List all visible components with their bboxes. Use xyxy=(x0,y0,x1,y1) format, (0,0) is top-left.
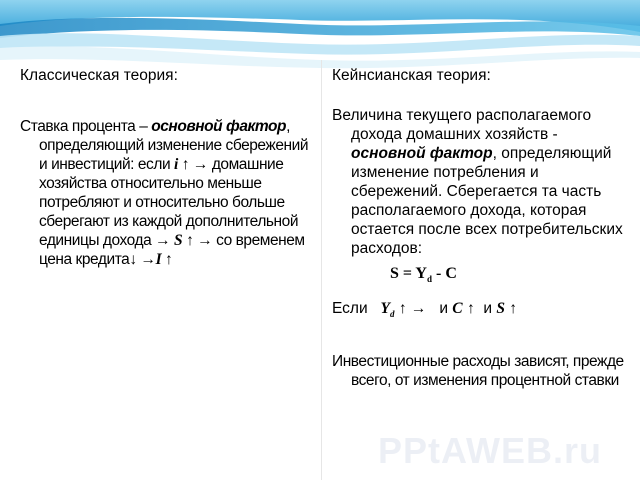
condition-line: Если $Y_d$ ↑ → и C ↑ и S ↑ xyxy=(332,300,517,320)
column-divider xyxy=(321,60,322,480)
keynesian-theory-column xyxy=(332,66,632,390)
keynesian-heading: Кейнсианская теория: xyxy=(332,67,491,84)
symbol-investment: I xyxy=(155,251,162,268)
symbol-s: S xyxy=(496,300,505,318)
header-wave-decoration xyxy=(0,0,640,72)
symbol-c: C xyxy=(452,300,463,318)
savings-formula: $S = Y_d - C$ xyxy=(390,265,457,285)
classical-theory-column xyxy=(20,66,315,269)
classical-heading: Классическая теория: xyxy=(20,67,178,84)
symbol-yd: $Y_d$ xyxy=(380,300,395,320)
symbol-s: S xyxy=(174,232,183,249)
key-factor-emphasis: основной фактор xyxy=(151,118,287,135)
symbol-i: i xyxy=(174,156,178,173)
key-factor-emphasis: основной фактор xyxy=(351,145,493,162)
keynesian-paragraph: Величина текущего располагаемого дохода домашних хозяйств - основной фактор, определяющий изменение потребления и сбережений. Сберегается та часть располагаемого дохода, которая остается после всех потребительских расходов: xyxy=(332,107,623,257)
classical-paragraph: Ставка процента – основной фактор, определяющий изменение сбережений и инвестиций: если i ↑ → домашние хозяйства относительно меньше потребляют и относительно больше сберегают из каждой дополнительной единицы дохода → S ↑ → со временем цена кредита↓ →I ↑ xyxy=(20,118,309,268)
investment-paragraph: Инвестиционные расходы зависят, прежде всего, от изменения процентной ставки xyxy=(332,353,624,390)
site-watermark: PPtAWEB.ru xyxy=(378,430,603,471)
